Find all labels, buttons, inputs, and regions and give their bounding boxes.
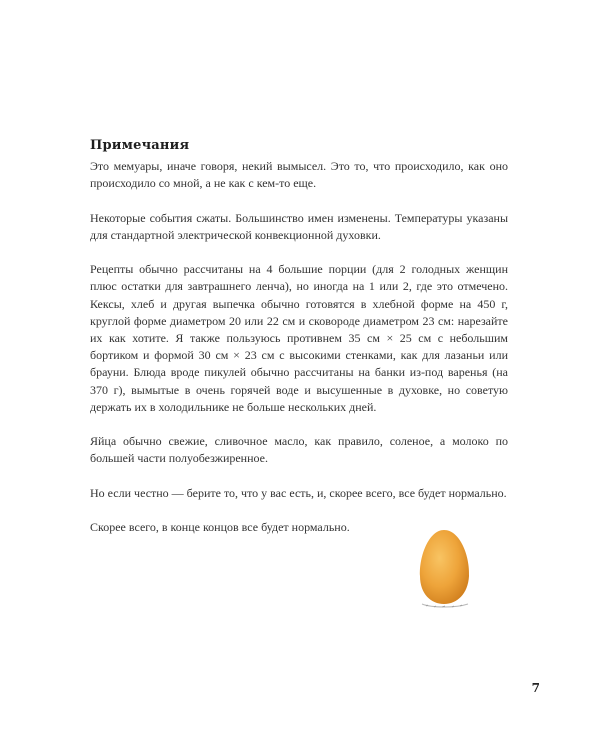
paragraph-memoir: Это мемуары, иначе говоря, некий вымысел. Это то, что происходило, как оно происходило со мной, а не как с кем-то еще. (90, 159, 508, 191)
paragraph-events: Некоторые события сжаты. Большинство имен изменены. Температуры указаны для стандартной электрической конвекционной духовки. (90, 210, 508, 242)
egg-shell (420, 530, 469, 604)
notes-body (90, 158, 508, 554)
paragraph-recipes: Рецепты обычно рассчитаны на 4 большие порции (для 2 голодных женщин плюс остатки для завтрашнего ленча), но иногда на 1 или 2, где это отмечено. Кексы, хлеб и другая выпечка обычно готовятся в хлебной форме на 450 г, круглой форме диаметром 20 или 22 см и сковороде диаметром 23 см: нарезайте их как хотите. Я также пользуюсь противнем 35 см × 25 см с небольшим бортиком и формой 30 см × 23 см с высокими стенками, как для лазаньи или брауни. Блюда вроде пикулей обычно рассчитаны на банки из-под варенья (на 370 г), вымытые в очень горячей воде и высушенные в духовке, но советую держать их в холодильнике не больше нескольких дней. (90, 262, 508, 414)
page-number: 7 (531, 681, 540, 695)
paragraph-honestly: Но если честно — берите то, что у вас есть, и, скорее всего, все будет нормально. (90, 485, 507, 500)
paragraph-ingredients: Яйца обычно свежие, сливочное масло, как правило, соленое, а молоко по большей части полуобезжиренное. (90, 434, 508, 466)
section-heading: Примечания (90, 138, 190, 153)
egg-icon (412, 526, 476, 610)
paragraph-conclusion: Скорее всего, в конце концов все будет нормально. (90, 520, 350, 535)
